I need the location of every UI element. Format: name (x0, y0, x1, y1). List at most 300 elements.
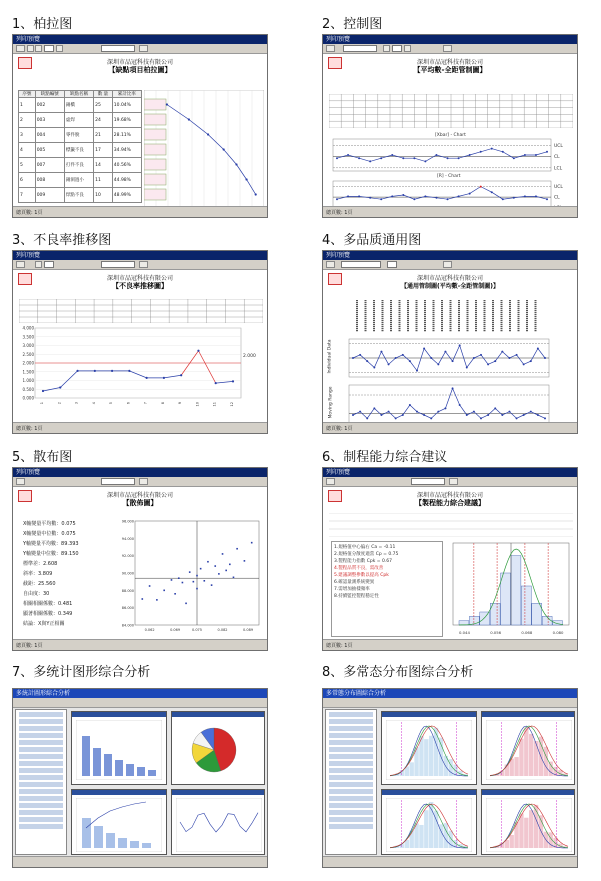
window-title: 列印預覽 (13, 35, 267, 44)
advice-line: 5.建議調整參數以提高 Cpk (334, 573, 389, 578)
data-point (537, 414, 539, 416)
histogram-bar (529, 810, 533, 848)
chart-subwindow-pie[interactable] (171, 711, 265, 785)
close-button[interactable] (449, 478, 458, 485)
window-title: 列印預覽 (13, 468, 267, 477)
data-point (336, 198, 338, 200)
scatter-point (225, 570, 227, 572)
data-point (232, 380, 234, 382)
individual-axis-label: Individual Data (327, 339, 333, 374)
data-point (111, 370, 113, 372)
data-point (447, 157, 449, 159)
histogram-bar (519, 739, 523, 776)
caption-capability: 6、制程能力综合建议 (322, 450, 448, 465)
chart-title: 【通用管制圖(平均數-全距管制圖)】 (401, 283, 499, 290)
pareto-bar (144, 159, 166, 170)
histogram-bar (519, 813, 523, 848)
caption-multi-dist: 8、多常态分布图综合分析 (322, 665, 474, 680)
next-page-button[interactable] (404, 45, 411, 52)
data-point (359, 411, 361, 413)
data-point (469, 193, 471, 195)
chart-title: 【平均數-全距管制圖】 (413, 66, 487, 74)
data-point (373, 367, 375, 369)
status-bar: 總頁數: 1頁 (13, 206, 267, 217)
column-header: 序號 (19, 91, 36, 98)
scatter-point (218, 573, 220, 575)
data-point (480, 354, 482, 356)
bar (118, 838, 127, 848)
data-point (530, 411, 532, 413)
company-name: 深圳市品冠科技有限公司 (416, 275, 483, 282)
zoom-select[interactable] (101, 261, 135, 268)
x-tick-label: 0.044 (459, 630, 470, 635)
scatter-point (236, 548, 238, 550)
histogram-bar (434, 728, 438, 776)
first-page-button[interactable] (27, 45, 34, 52)
table-row: 5 007 打件不良 14 40.56% (19, 158, 142, 173)
bar-chart (76, 720, 162, 780)
data-point (413, 157, 415, 159)
report-page (17, 272, 263, 422)
prev-page-button[interactable] (383, 45, 390, 52)
prev-page-button[interactable] (35, 261, 42, 268)
y-tick-label: 2.500 (22, 351, 34, 357)
scatter-point (251, 542, 253, 544)
data-point (487, 363, 489, 365)
multi-dist-window (322, 688, 578, 868)
scatter-point (141, 598, 143, 600)
plot-area (176, 798, 262, 852)
scatter-point (214, 565, 216, 567)
stat-line: 相關相關係數：0.481 (23, 601, 73, 607)
print-button[interactable] (16, 478, 25, 485)
column-header: 累計比率 (112, 91, 141, 98)
stat-line: X軸變量中位數：0.075 (23, 531, 76, 537)
data-point (423, 414, 425, 416)
data-point (444, 351, 446, 353)
y-tick-label: 1.500 (22, 369, 34, 375)
close-button[interactable] (139, 261, 148, 268)
bar (148, 770, 156, 776)
control-window (322, 34, 578, 218)
company-name: 深圳市品冠科技有限公司 (416, 59, 483, 66)
data-point (466, 367, 468, 369)
scatter-point (163, 590, 165, 592)
capability-window (322, 467, 578, 651)
data-point (395, 417, 397, 419)
toolbar (323, 44, 577, 54)
data-point (180, 374, 182, 376)
bar (130, 841, 139, 848)
scatter-point (149, 585, 151, 587)
y-tick-label: 0.000 (22, 395, 34, 401)
table-row: 6 008 錫洞過小 11 44.98% (19, 173, 142, 188)
data-point (42, 390, 44, 392)
close-button[interactable] (443, 45, 452, 52)
data-point (430, 417, 432, 419)
cumulative-line (167, 105, 256, 195)
y-tick-label: 1.000 (22, 378, 34, 383)
defect-trend-window (12, 250, 268, 434)
x-tick-label: 0.056 (490, 630, 502, 635)
data-point (513, 197, 515, 199)
distribution-subwindow[interactable] (381, 789, 477, 855)
x-tick-label: 2 (57, 402, 62, 405)
cumulative-point (188, 118, 190, 120)
chart-select[interactable] (343, 45, 377, 52)
data-point (437, 411, 439, 413)
advice-line: 2.規格值分散度適當 Cp = 0.75 (334, 552, 399, 557)
data-point (358, 195, 360, 197)
scatter-point (182, 582, 184, 584)
data-point (347, 154, 349, 156)
scatter-point (193, 581, 195, 583)
cumulative-point (235, 163, 237, 165)
distribution-subwindow[interactable] (481, 789, 575, 855)
data-point (359, 354, 361, 356)
scatter-point (171, 579, 173, 581)
x-tick-label: 11 (212, 402, 217, 407)
histogram-bar (514, 757, 518, 776)
stat-line: Y軸變量平均數：89.393 (23, 541, 79, 547)
print-button[interactable] (326, 261, 335, 268)
x-tick-label: 12 (230, 402, 234, 407)
chart-subwindow-control[interactable] (171, 789, 265, 855)
advice-panel (331, 541, 443, 637)
window-title: 列印預覽 (323, 35, 577, 44)
data-point (423, 348, 425, 350)
chart-subwindow-pareto[interactable] (71, 789, 167, 855)
data-point (437, 363, 439, 365)
advice-line: 8.持續監控製程穩定性 (334, 594, 379, 599)
histogram-bar (514, 822, 518, 848)
histogram-bar (424, 810, 428, 848)
data-point (388, 363, 390, 365)
data-point (535, 195, 537, 197)
scatter-point (196, 588, 198, 590)
next-page-button[interactable] (56, 45, 63, 52)
pareto-table (18, 90, 142, 203)
caption-scatter: 5、散布图 (12, 450, 73, 465)
data-point (491, 148, 493, 150)
data-point (508, 357, 510, 359)
individual-chart (339, 338, 571, 378)
x-tick-label: 0.075 (191, 628, 203, 632)
chart-subwindow-bar[interactable] (71, 711, 167, 785)
caption-defect-trend: 3、不良率推移图 (12, 233, 112, 248)
histogram-bar (424, 739, 428, 776)
scatter-point (229, 564, 231, 566)
pareto-bar (144, 189, 166, 200)
table-row: 2 003 虛焊 24 19.68% (19, 113, 142, 128)
print-button[interactable] (326, 45, 335, 52)
normal-distribution-chart (486, 798, 572, 852)
cumulative-point (207, 133, 209, 135)
chart-title: 【散佈圖】 (122, 499, 158, 507)
data-point (215, 382, 217, 384)
navigation-tree[interactable] (325, 709, 377, 855)
quality-item-labels (347, 298, 547, 336)
limit-label: UCL (554, 185, 563, 191)
subgroup-data-table (329, 94, 573, 128)
data-point (469, 154, 471, 156)
data-point (491, 191, 493, 193)
bar (82, 736, 90, 776)
scatter-point (196, 575, 198, 577)
status-bar (13, 856, 267, 867)
stat-line: 自由度：30 (23, 591, 50, 597)
scatter-point (207, 561, 209, 563)
data-point (459, 344, 461, 346)
data-point (409, 404, 411, 406)
report-page (17, 56, 263, 206)
close-button[interactable] (139, 478, 148, 485)
y-tick-label: 4.000 (22, 326, 34, 331)
table-row: 3 004 零件脫 21 28.11% (19, 128, 142, 143)
data-point (347, 195, 349, 197)
data-point (402, 194, 404, 196)
data-point (388, 411, 390, 413)
control-mini-chart (176, 798, 262, 852)
plot-area (333, 181, 551, 209)
close-button[interactable] (443, 261, 452, 268)
pareto-bar (144, 114, 166, 125)
y-tick-label: 88.000 (121, 588, 134, 593)
data-point (435, 197, 437, 199)
data-point (416, 411, 418, 413)
data-point (369, 160, 371, 162)
scatter-point (189, 571, 191, 573)
histogram-bar (510, 835, 514, 848)
navigation-tree[interactable] (15, 709, 67, 855)
prev-page-button[interactable] (35, 45, 42, 52)
histogram-bar (534, 805, 538, 848)
series-line (43, 371, 181, 391)
defect-trend-chart (19, 326, 263, 420)
caption-multi-stat: 7、多统计图形综合分析 (12, 665, 151, 680)
zoom-select[interactable] (411, 478, 445, 485)
data-point (391, 195, 393, 197)
data-point (513, 157, 515, 159)
multi-stat-window (12, 688, 268, 868)
histogram-bar (511, 556, 521, 625)
data-point (494, 407, 496, 409)
multi-quality-window (322, 250, 578, 434)
page-field[interactable] (392, 45, 402, 52)
bar (142, 843, 151, 848)
scatter-chart (121, 519, 263, 639)
spec-summary (329, 513, 573, 537)
scatter-point (203, 580, 205, 582)
stat-line: 截距：25.560 (23, 581, 56, 587)
report-page (327, 56, 573, 206)
x-tick-label: 0.068 (521, 630, 533, 635)
data-point (473, 411, 475, 413)
scatter-point (185, 603, 187, 605)
data-point (501, 414, 503, 416)
data-point (413, 198, 415, 200)
x-tick-label: 4 (91, 402, 96, 405)
data-point (524, 195, 526, 197)
cumulative-point (223, 148, 225, 150)
status-bar: 總頁數: 1頁 (323, 206, 577, 217)
y-tick-label: 96.000 (121, 519, 134, 524)
data-point (352, 414, 354, 416)
data-point (537, 348, 539, 350)
toolbar (13, 698, 267, 708)
data-point (358, 157, 360, 159)
histogram-bar (532, 603, 542, 625)
normal-distribution-chart (386, 798, 472, 852)
status-bar (323, 856, 577, 867)
bar (137, 767, 145, 776)
data-point (494, 360, 496, 362)
bar (126, 764, 134, 776)
stat-line: Y軸變量中位數：89.150 (23, 551, 79, 557)
x-tick-label: 10 (195, 402, 200, 407)
data-point (369, 197, 371, 199)
caption-multi-quality: 4、多品质通用图 (322, 233, 422, 248)
data-point (452, 387, 454, 389)
limit-label: CL (554, 155, 560, 161)
data-point (94, 370, 96, 372)
scatter-point (178, 577, 180, 579)
distribution-subwindow[interactable] (381, 711, 477, 785)
r-chart-label: [R] - Chart (437, 174, 461, 179)
scatter-point (244, 560, 246, 562)
center-line-label: 2.000 (243, 354, 256, 359)
y-tick-label: 94.000 (121, 536, 134, 541)
data-point (546, 151, 548, 153)
print-button[interactable] (326, 478, 335, 485)
data-point (546, 198, 548, 200)
data-point (516, 354, 518, 356)
series-line (216, 381, 233, 383)
data-point (452, 360, 454, 362)
window-title: 多統計圖形綜合分析 (13, 689, 267, 698)
scatter-window (12, 467, 268, 651)
window-title: 列印預覽 (13, 251, 267, 260)
x-tick-label: 0.089 (243, 628, 254, 632)
toolbar (323, 698, 577, 708)
close-button[interactable] (139, 45, 148, 52)
pareto-window (12, 34, 268, 218)
capability-histogram (447, 541, 573, 637)
data-point (402, 157, 404, 159)
scatter-point (174, 593, 176, 595)
data-point (380, 157, 382, 159)
data-point (466, 414, 468, 416)
y-tick-label: 3.000 (22, 343, 34, 348)
chart-title: 【製程能力綜合建議】 (415, 499, 485, 507)
histogram-bar (544, 747, 548, 776)
data-point (473, 357, 475, 359)
cumulative-point (245, 178, 247, 180)
histogram-bar (524, 727, 528, 776)
scatter-point (200, 568, 202, 570)
xbar-chart (329, 138, 573, 172)
toolbar (13, 477, 267, 487)
normal-distribution-chart (486, 720, 572, 780)
page-field[interactable] (44, 261, 54, 268)
data-point (128, 370, 130, 372)
table-row: 1 002 錫橋 25 10.04% (19, 98, 142, 113)
x-tick-label: 9 (178, 402, 183, 405)
histogram-bar (459, 621, 469, 625)
data-point (523, 414, 525, 416)
plot-area (349, 385, 549, 425)
print-button[interactable] (16, 261, 25, 268)
page-field[interactable] (44, 45, 54, 52)
pareto-bar (144, 174, 166, 185)
data-point (366, 417, 368, 419)
data-point (502, 198, 504, 200)
data-point (402, 354, 404, 356)
page-field[interactable] (387, 261, 397, 268)
data-point (444, 407, 446, 409)
status-bar: 總頁數: 1頁 (323, 422, 577, 433)
distribution-subwindow[interactable] (481, 711, 575, 785)
data-point (524, 154, 526, 156)
histogram-bar (419, 825, 423, 848)
y-tick-label: 3.500 (22, 334, 34, 340)
histogram-bar (429, 736, 433, 776)
zoom-select[interactable] (101, 45, 135, 52)
status-bar: 總頁數: 1頁 (323, 639, 577, 650)
toolbar (13, 260, 267, 270)
x-tick-label: 0.069 (170, 628, 181, 632)
normal-distribution-chart (386, 720, 472, 780)
limit-label: CL (554, 195, 560, 201)
data-point (391, 154, 393, 156)
data-point (409, 360, 411, 362)
data-point (480, 417, 482, 419)
table-header-row (19, 91, 142, 98)
data-point (480, 186, 482, 188)
histogram-bar (501, 573, 511, 625)
data-point (487, 414, 489, 416)
pareto-chart (144, 90, 264, 210)
data-point (373, 407, 375, 409)
data-point (416, 370, 418, 372)
cumulative-point (166, 103, 168, 105)
advice-line: 6.確認量測系統變異 (334, 580, 375, 585)
chart-title: 【不良率推移圖】 (112, 282, 168, 290)
histogram-bar (480, 612, 490, 625)
window-title: 列印預覽 (323, 468, 577, 477)
bar (93, 748, 101, 776)
data-point (459, 404, 461, 406)
bar (115, 760, 123, 776)
status-bar: 總頁數: 1頁 (13, 422, 267, 433)
chart-select[interactable] (341, 261, 381, 268)
limit-label: LCL (554, 166, 563, 172)
zoom-select[interactable] (101, 478, 135, 485)
chart-title: 【缺點項目柏拉圖】 (108, 66, 172, 74)
table-row: 7 009 焊點不良 10 48.99% (19, 188, 142, 203)
x-tick-label: 0.062 (144, 628, 155, 632)
histogram-bar (549, 762, 553, 776)
x-tick-label: 6 (126, 402, 131, 405)
plot-area (333, 139, 551, 171)
advice-line: 1.規格值中心偏右 Ca = -0.11 (334, 545, 396, 550)
print-button[interactable] (16, 45, 25, 52)
data-point (76, 370, 78, 372)
xbar-chart-label: [Xbar] - Chart (435, 133, 466, 138)
bar (94, 826, 103, 848)
bar (106, 833, 115, 848)
histogram-bar (534, 741, 538, 776)
